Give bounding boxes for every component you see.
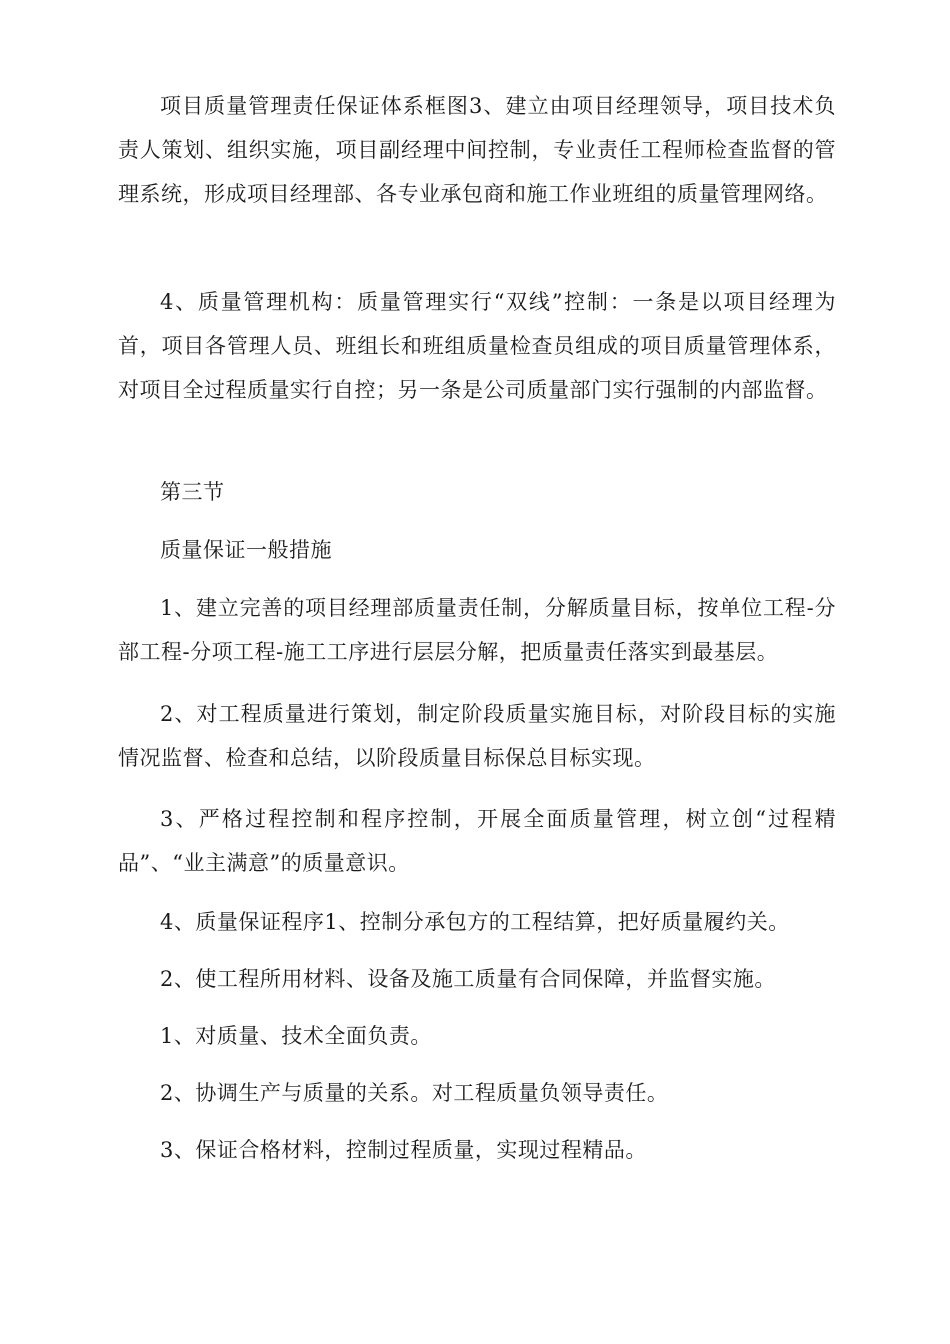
paragraph-measure-2: 2、对工程质量进行策划，制定阶段质量实施目标，对阶段目标的实施情况监督、检查和总结，以阶段质量目标保总目标实现。 — [118, 702, 836, 770]
paragraph-quality-management-organization: 4、质量管理机构：质量管理实行“双线”控制：一条是以项目经理为首，项目各管理人员、班组长和班组质量检查员组成的项目质量管理体系，对项目全过程质量实行自控；另一条是公司质量部门实行强制的内部监督。 — [118, 290, 836, 402]
paragraph-item-3-materials: 3、保证合格材料，控制过程质量，实现过程精品。 — [160, 1138, 647, 1162]
paragraph-quality-responsibility-system: 项目质量管理责任保证体系框图3、建立由项目经理领导，项目技术负责人策划、组织实施，项目副经理中间控制，专业责任工程师检查监督的管理系统，形成项目经理部、各专业承包商和施工作业班组的质量管理网络。 — [118, 94, 836, 206]
paragraph-measure-1: 1、建立完善的项目经理部质量责任制，分解质量目标，按单位工程-分部工程-分项工程-施工工序进行层层分解，把质量责任落实到最基层。 — [118, 596, 836, 664]
section-heading: 第三节 — [160, 480, 225, 504]
paragraph-measure-3: 3、严格过程控制和程序控制，开展全面质量管理，树立创“过程精品”、“业主满意”的质量意识。 — [118, 807, 836, 875]
paragraph-item-2-contract: 2、使工程所用材料、设备及施工质量有合同保障，并监督实施。 — [160, 967, 776, 991]
section-subheading: 质量保证一般措施 — [160, 538, 332, 562]
paragraph-measure-4: 4、质量保证程序1、控制分承包方的工程结算，把好质量履约关。 — [160, 910, 790, 934]
paragraph-item-1-responsibility: 1、对质量、技术全面负责。 — [160, 1024, 432, 1048]
paragraph-item-2-coordination: 2、协调生产与质量的关系。对工程质量负领导责任。 — [160, 1081, 669, 1105]
